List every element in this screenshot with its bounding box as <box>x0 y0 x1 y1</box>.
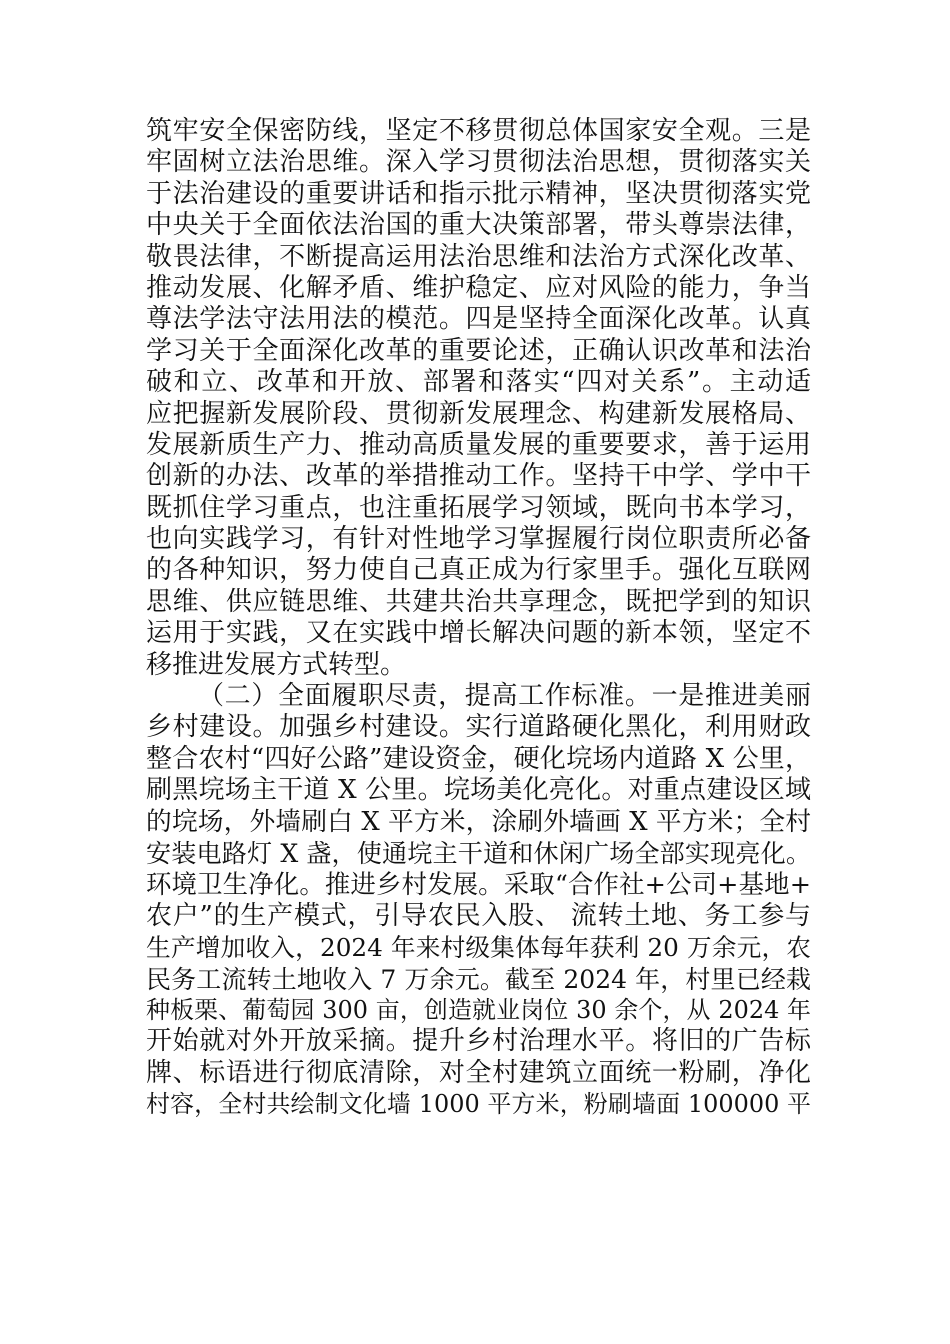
paragraph-end-line: 移推进发展方式转型。 <box>146 649 407 680</box>
text-line: 民务工流转土地收入 7 万余元。截至 2024 年，村里已经栽 <box>146 964 811 994</box>
text-line: 刷黑垸场主干道 X 公里。垸场美化亮化。对重点建设区域 <box>146 775 811 806</box>
text-line: 尊法学法守法用法的模范。四是坚持全面深化改革。认真 <box>146 304 811 335</box>
text-line: 发展新质生产力、推动高质量发展的重要要求，善于运用 <box>146 429 811 460</box>
text-line: 破和立、改革和开放、部署和落实“四对关系”。主动适 <box>146 367 811 398</box>
text-line: 应把握新发展阶段、贯彻新发展理念、构建新发展格局、 <box>146 398 811 429</box>
text-line: 乡村建设。加强乡村建设。实行道路硬化黑化，利用财政 <box>146 712 811 743</box>
text-line: 整合农村“四好公路”建设资金，硬化垸场内道路 X 公里， <box>146 743 811 774</box>
text-line: 筑牢安全保密防线，坚定不移贯彻总体国家安全观。三是 <box>146 116 811 146</box>
text-line: 的垸场，外墙刷白 X 平方米，涂刷外墙画 X 平方米；全村 <box>146 806 811 837</box>
text-line: 运用于实践，又在实践中增长解决问题的新本领，坚定不 <box>146 618 811 649</box>
section-heading-line: （二）全面履职尽责，提高工作标准。一是推进美丽 <box>198 681 811 712</box>
text-line: 农户”的生产模式，引导农民入股、 流转土地、务工参与 <box>146 900 811 931</box>
text-line: 村容，全村共绘制文化墙 1000 平方米，粉刷墙面 100000 平 <box>146 1090 811 1119</box>
text-line: 创新的办法、改革的举措推动工作。坚持干中学、学中干 <box>146 461 811 492</box>
text-line: 种板栗、葡萄园 300 亩，创造就业岗位 30 余个，从 2024 年 <box>146 995 811 1024</box>
text-line: 敬畏法律，不断提高运用法治思维和法治方式深化改革、 <box>146 241 811 272</box>
text-line: 生产增加收入，2024 年来村级集体每年获利 20 万余元，农 <box>146 933 811 963</box>
text-line: 牌、标语进行彻底清除，对全村建筑立面统一粉刷，净化 <box>146 1057 811 1088</box>
text-line: 的各种知识，努力使自己真正成为行家里手。强化互联网 <box>146 555 811 586</box>
text-line: 牢固树立法治思维。深入学习贯彻法治思想，贯彻落实关 <box>146 147 811 178</box>
text-line: 环境卫生净化。推进乡村发展。采取“合作社+公司+基地+ <box>146 869 811 900</box>
text-line: 思维、供应链思维、共建共治共享理念，既把学到的知识 <box>146 586 811 617</box>
text-line: 也向实践学习，有针对性地学习掌握履行岗位职责所必备 <box>146 524 811 555</box>
body-text <box>146 116 811 1121</box>
text-line: 推动发展、化解矛盾、维护稳定、应对风险的能力，争当 <box>146 272 811 303</box>
text-line: 安装电路灯 X 盏，使通垸主干道和休闲广场全部实现亮化。 <box>146 838 811 868</box>
text-line: 既抓住学习重点，也注重拓展学习领域，既向书本学习， <box>146 492 811 523</box>
text-line: 于法治建设的重要讲话和指示批示精神，坚决贯彻落实党 <box>146 178 811 209</box>
text-line: 开始就对外开放采摘。提升乡村治理水平。将旧的广告标 <box>146 1026 811 1057</box>
text-line: 中央关于全面依法治国的重大决策部署，带头尊崇法律， <box>146 210 811 241</box>
text-line: 学习关于全面深化改革的重要论述，正确认识改革和法治 <box>146 335 811 366</box>
